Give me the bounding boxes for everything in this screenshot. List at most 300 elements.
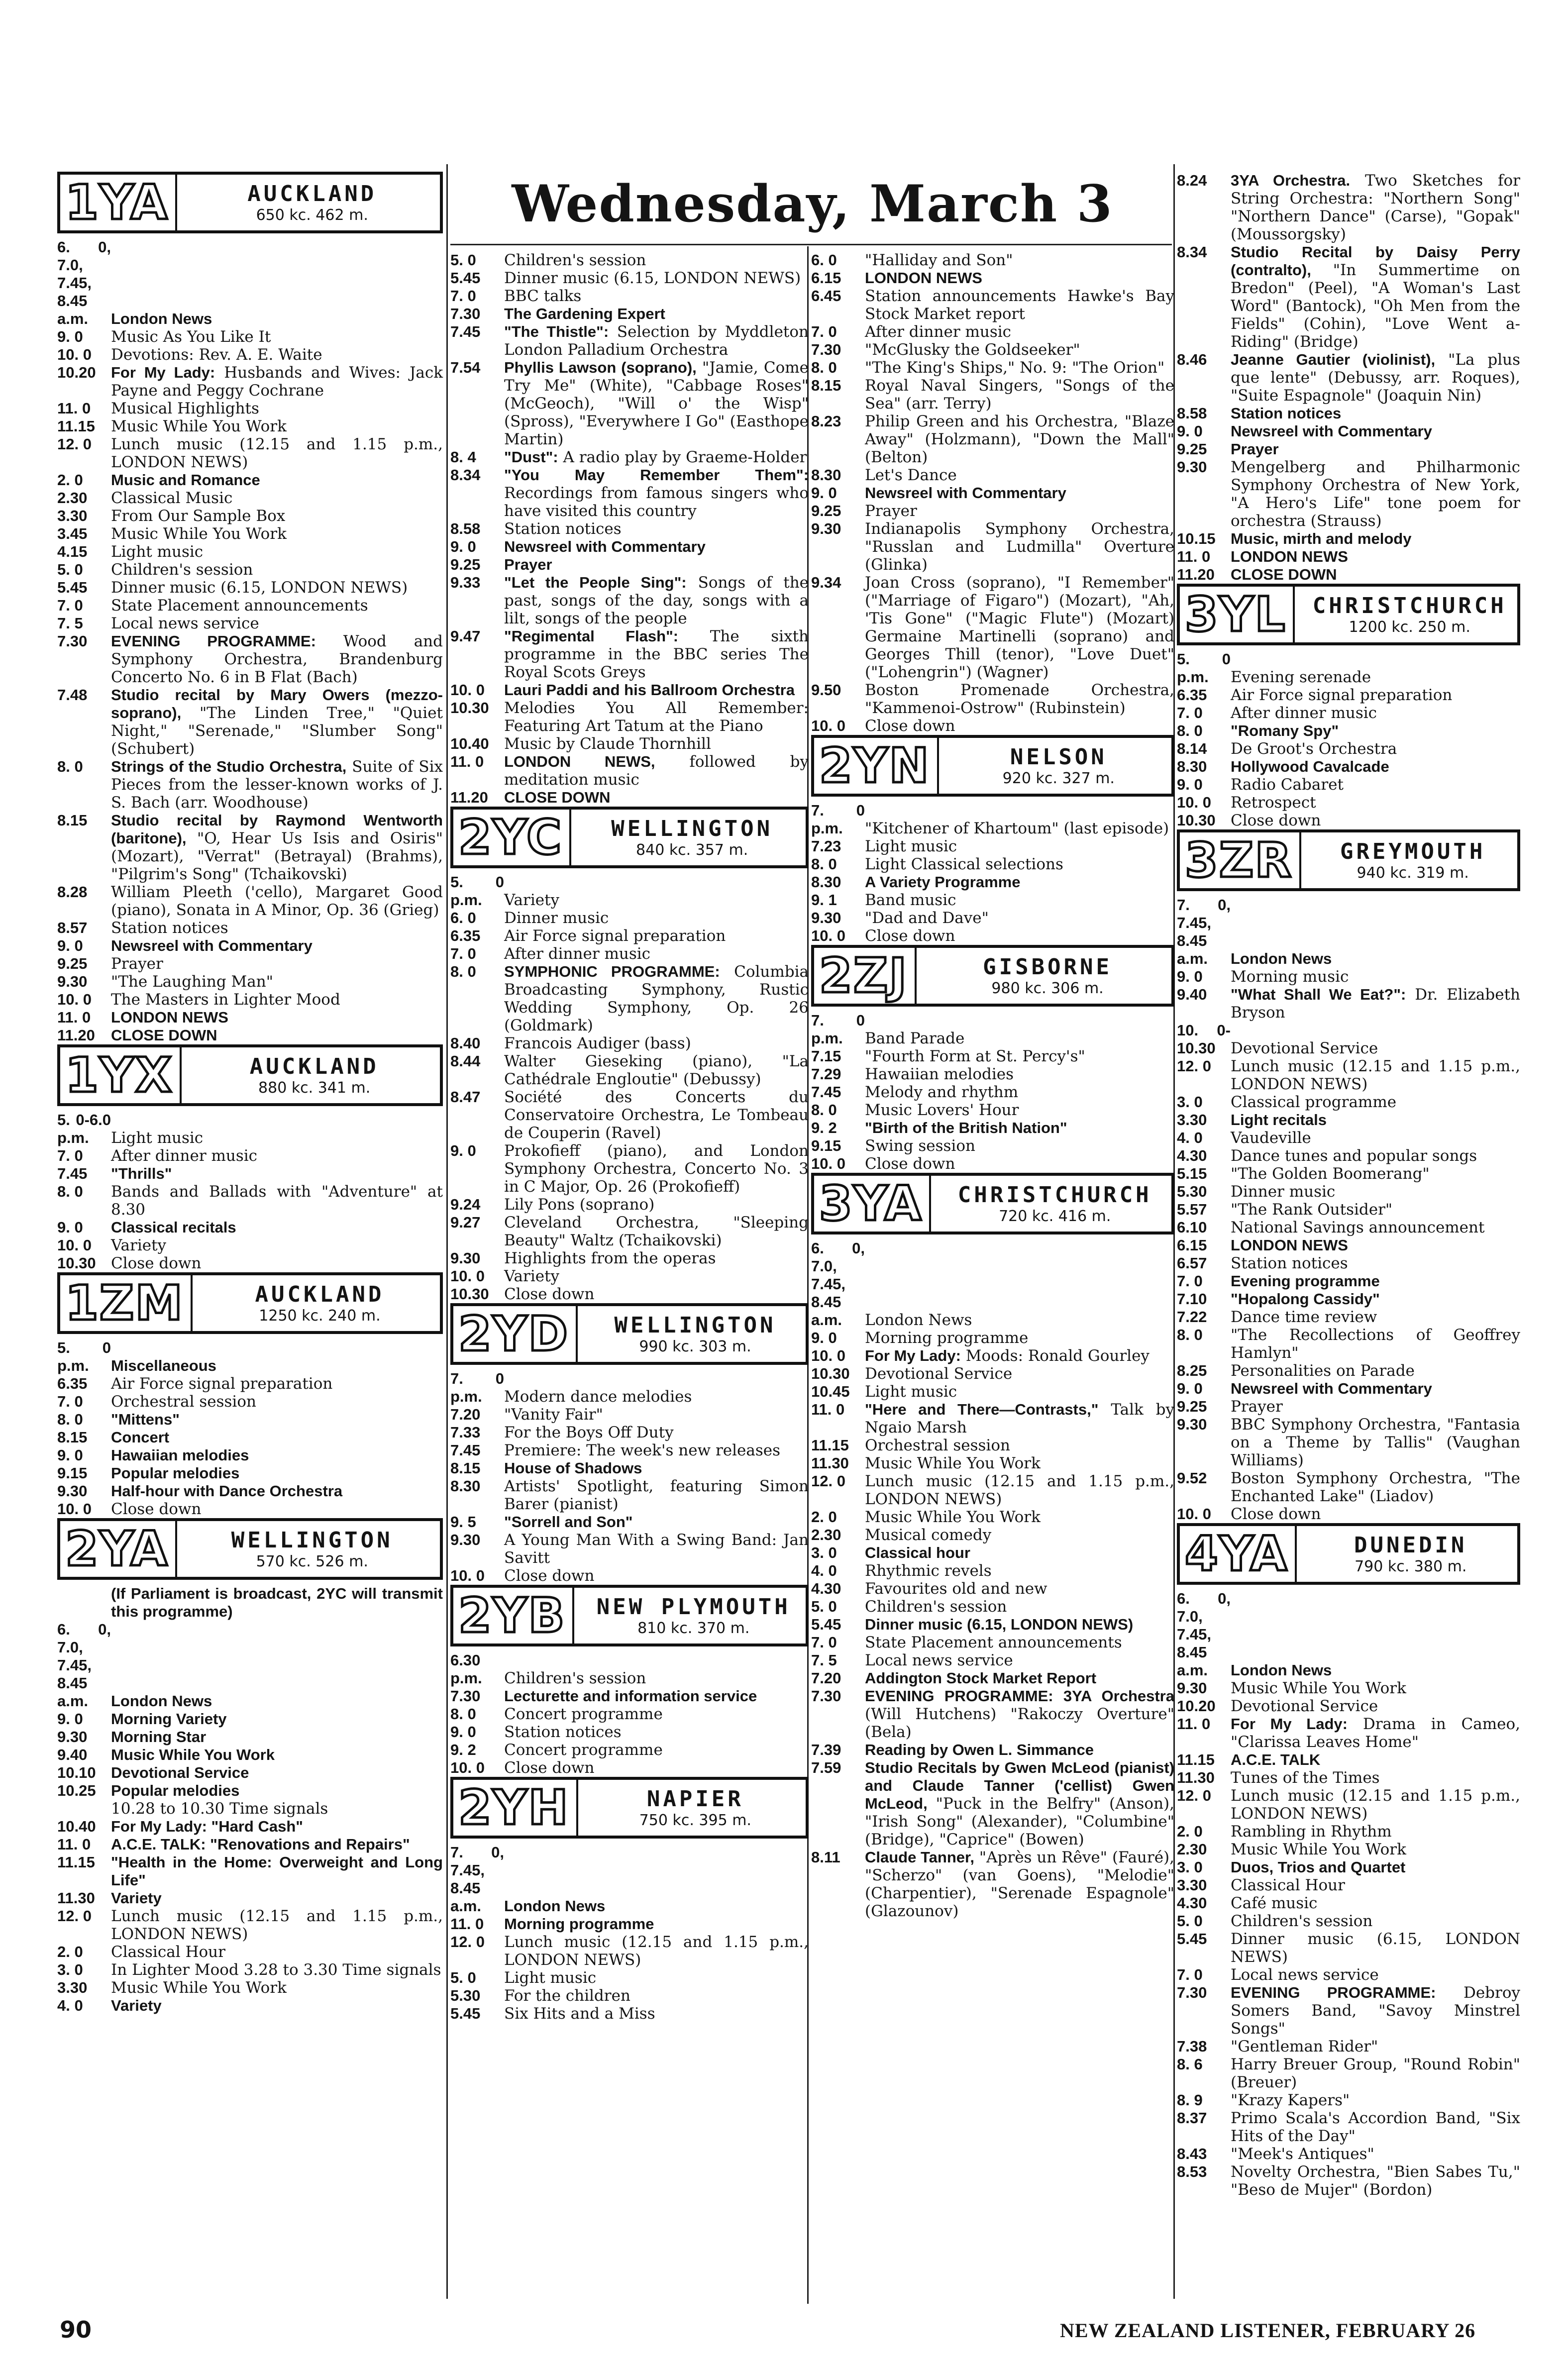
programme-entry: [1177, 1787, 1520, 1823]
entry-text: Close down: [111, 1254, 202, 1272]
programme-entry: [57, 471, 443, 489]
station-header: [57, 172, 443, 233]
entry-text: Musical comedy: [865, 1526, 992, 1544]
entry-text: After dinner music: [504, 945, 651, 963]
entry-text: Close down: [865, 927, 955, 945]
entry-text: Dinner music: [1231, 1183, 1336, 1201]
entry-time: 9. 0: [57, 1710, 83, 1728]
entry-time: 7. 0: [1177, 1272, 1203, 1290]
programme-entry: [811, 1401, 1174, 1437]
station-name: NAPIER: [646, 1786, 744, 1812]
programme-entry: [811, 287, 1174, 323]
entry-time: 5. 0: [811, 1598, 837, 1615]
programme-entry: [450, 1915, 809, 1933]
entry-text: Rhythmic revels: [865, 1562, 992, 1580]
programme-entry: [1177, 812, 1520, 829]
entry-title: Hawaiian melodies: [111, 1446, 249, 1464]
entry-time: 9. 0: [57, 328, 83, 345]
station-header: [1177, 584, 1520, 645]
programme-entry: [811, 1239, 1174, 1329]
entry-text: After dinner music: [111, 1147, 258, 1165]
programme-entry: [811, 323, 1174, 341]
programme-entry: [450, 1844, 809, 1915]
station-frequency: 880 kc. 341 m.: [258, 1079, 371, 1097]
station-info: [182, 1047, 440, 1103]
programme-entry: [57, 937, 443, 955]
programme-entry: [811, 681, 1174, 717]
entry-text: Musical Highlights: [111, 400, 259, 417]
entry-text: Dinner music (6.15, LONDON NEWS): [1231, 1930, 1520, 1966]
entry-text: Light music: [504, 1969, 597, 1987]
entry-time: 11. 0: [450, 753, 484, 770]
programme-entry: [57, 1147, 443, 1165]
programme-entry: [57, 489, 443, 507]
entry-time: 6.15: [1177, 1236, 1207, 1254]
programme-entry: [1177, 1769, 1520, 1787]
programme-entry: [57, 1339, 443, 1375]
programme-entry: [1177, 1362, 1520, 1380]
entry-text: Station notices: [111, 919, 228, 937]
entry-text: Prayer: [1231, 1398, 1283, 1416]
entry-text: Société des Concerts du Conservatoire Orchestra, Le Tombeau de Couperin (Ravel): [504, 1088, 809, 1142]
station-info: [1297, 1526, 1517, 1582]
programme-entry: [57, 328, 443, 346]
entry-text: Selection by Myddleton London Palladium Orchestra: [504, 323, 809, 359]
entry-title: Newsreel with Commentary: [865, 484, 1066, 502]
entry-time: 7.38: [1177, 2038, 1207, 2055]
entry-text: Highlights from the operas: [504, 1249, 716, 1267]
entry-time: 9.30: [57, 973, 88, 990]
station-frequency: 750 kc. 395 m.: [639, 1812, 751, 1829]
entry-text: Mengelberg and Philharmonic Symphony Orchestra of New York, "A Hero's Life" tone poem for orchestra (Strauss): [1231, 458, 1520, 530]
entry-time: 9.30: [57, 1482, 88, 1500]
programme-entry: [450, 466, 809, 520]
entry-title: Lecturette and information service: [504, 1687, 757, 1705]
programme-entry: [1177, 1751, 1520, 1769]
station-frequency: 570 kc. 526 m.: [256, 1553, 368, 1570]
entry-time: 11. 0: [57, 400, 91, 417]
entry-text: Drama in Cameo, "Clarissa Leaves Home": [1231, 1715, 1520, 1751]
entry-time: 10. 0: [57, 1236, 92, 1254]
programme-entry: [1177, 351, 1520, 405]
entry-title: Newsreel with Commentary: [504, 538, 706, 555]
programme-entry: [1177, 548, 1520, 566]
programme-entry: [811, 377, 1174, 412]
entry-text: Close down: [865, 717, 955, 735]
programme-entry: [811, 1616, 1174, 1634]
programme-entry: [1177, 1469, 1520, 1505]
entry-text: Lunch music (12.15 and 1.15 p.m., LONDON NEWS): [504, 1933, 809, 1969]
entry-time: 9.27: [450, 1214, 481, 1231]
entry-time: 9.30: [811, 909, 841, 926]
entry-time: 8. 0: [1177, 1326, 1203, 1343]
entry-title: Miscellaneous: [111, 1357, 216, 1374]
programme-entry: [811, 412, 1174, 466]
column-rule: [446, 164, 448, 2299]
entry-title: Classical hour: [865, 1544, 970, 1561]
entry-title: LONDON NEWS: [865, 269, 982, 287]
entry-time: 8.43: [1177, 2145, 1207, 2162]
programme-entry: [811, 269, 1174, 287]
programme-entry: [450, 1723, 809, 1741]
entry-text: "Halliday and Son": [865, 251, 1013, 269]
station-header: [450, 807, 809, 868]
programme-entry: [1177, 1201, 1520, 1219]
programme-entry: [450, 945, 809, 963]
programme-entry: [450, 1249, 809, 1267]
station-call-sign: 3ZR: [1180, 832, 1301, 888]
entry-title: Station notices: [1231, 405, 1342, 422]
entry-time: 8. 0: [57, 1411, 83, 1428]
entry-text: Six Hits and a Miss: [504, 2005, 655, 2023]
programme-entry: [57, 1764, 443, 1782]
programme-entry: [811, 1101, 1174, 1119]
programme-entry: [1177, 1236, 1520, 1254]
programme-entry: [57, 1836, 443, 1853]
entry-text: Station notices: [504, 1723, 622, 1741]
entry-text: Station notices: [504, 520, 622, 538]
station-header: [57, 1518, 443, 1580]
entry-time: 7. 0 p.m.: [450, 1370, 504, 1405]
entry-time: 7.23: [811, 837, 841, 855]
entry-title: "Mittens": [111, 1411, 180, 1428]
entry-text: Walter Gieseking (piano), "La Cathédrale Engloutie" (Debussy): [504, 1052, 809, 1088]
programme-entry: [450, 627, 809, 681]
entry-text: Children's session: [111, 561, 253, 579]
entry-title: Morning Variety: [111, 1710, 227, 1728]
station-info: [578, 1306, 806, 1362]
programme-entry: [811, 1651, 1174, 1669]
programme-entry: [57, 1621, 443, 1710]
entry-title: "Thrills": [111, 1165, 172, 1182]
programme-entry: [1177, 1416, 1520, 1469]
entry-time: 10. 0: [1177, 794, 1211, 811]
programme-entry: [57, 1009, 443, 1027]
station-header: [450, 1303, 809, 1365]
station-frequency: 810 kc. 370 m.: [637, 1620, 750, 1637]
station-call-sign: 1YA: [60, 175, 177, 230]
programme-entry: [811, 1437, 1174, 1454]
station-call-sign: 3YA: [814, 1176, 931, 1232]
entry-time: 7. 5: [57, 615, 83, 632]
programme-entry: [450, 1424, 809, 1441]
entry-time: 12. 0: [1177, 1787, 1211, 1804]
entry-title: Music and Romance: [111, 471, 260, 489]
entry-title: Light recitals: [1231, 1111, 1327, 1129]
entry-time: 10.20: [1177, 1697, 1216, 1715]
entry-title: A.C.E. TALK: "Renovations and Repairs": [111, 1836, 410, 1853]
programme-entry: [1177, 1380, 1520, 1398]
entry-text: "Vanity Fair": [504, 1406, 603, 1424]
entry-time: 11. 0: [1177, 548, 1211, 565]
programme-entry: [57, 1782, 443, 1800]
entry-text: Personalities on Parade: [1231, 1362, 1415, 1380]
entry-text: "La plus que lente" (Debussy, arr. Roques), "Suite Espagnole" (Joaquin Nin): [1231, 351, 1520, 405]
programme-entry: [1177, 704, 1520, 722]
entry-time: 7.20: [450, 1406, 481, 1423]
entry-text: "The Recollections of Geoffrey Hamlyn": [1231, 1326, 1520, 1362]
entry-text: Cleveland Orchestra, "Sleeping Beauty" Waltz (Tchaikovski): [504, 1214, 809, 1249]
entry-text: BBC talks: [504, 287, 582, 305]
programme-entry: [57, 973, 443, 991]
entry-title: Newsreel with Commentary: [1231, 1380, 1432, 1397]
entry-time: 12. 0: [1177, 1057, 1211, 1075]
entry-time: 12. 0: [57, 1907, 92, 1925]
entry-text: Station announcements Hawke's Bay Stock Market report: [865, 287, 1174, 323]
entry-time: 9. 2: [450, 1741, 476, 1758]
entry-time: 5. 0: [450, 251, 476, 269]
programme-entry: [811, 1065, 1174, 1083]
entry-text: A Young Man With a Swing Band: Jan Savitt: [504, 1531, 809, 1567]
station-header: [450, 1585, 809, 1646]
station-call-sign: 3YL: [1180, 587, 1295, 642]
programme-entry: [811, 1383, 1174, 1401]
entry-time: 9. 0: [1177, 968, 1203, 985]
entry-title: Studio recital by Mary Owers (mezzo-soprano),: [111, 686, 443, 721]
programme-entry: [57, 346, 443, 364]
entry-text: Lily Pons (soprano): [504, 1196, 655, 1214]
entry-time: 8.23: [811, 412, 841, 430]
entry-time: 7. 0 p.m.: [811, 802, 865, 837]
station-call-sign: 2YA: [60, 1521, 177, 1577]
entry-time: 2. 0: [1177, 1823, 1203, 1840]
entry-time: 7.30: [811, 1687, 841, 1705]
station-frequency: 990 kc. 303 m.: [639, 1338, 751, 1355]
entry-time: 4.30: [811, 1580, 841, 1597]
entry-title: Prayer: [504, 556, 552, 573]
entry-time: 7. 0: [57, 1393, 83, 1410]
station-info: [917, 948, 1171, 1004]
entry-time: 8.15: [57, 1429, 88, 1446]
programme-entry: [811, 466, 1174, 484]
station-frequency: 650 kc. 462 m.: [256, 206, 368, 224]
entry-time: 8. 9: [1177, 2091, 1203, 2109]
entry-text: In Lighter Mood 3.28 to 3.30 Time signals: [111, 1961, 441, 1979]
entry-time: 8.44: [450, 1052, 481, 1070]
entry-text: Evening serenade: [1231, 668, 1371, 686]
programme-entry: [811, 909, 1174, 927]
entry-time: 5.30: [450, 1987, 481, 2004]
entry-time: 8.24: [1177, 172, 1207, 189]
programme-entry: [1177, 1876, 1520, 1894]
station-name: AUCKLAND: [247, 181, 377, 206]
programme-entry: [811, 359, 1174, 377]
entry-time: 11.20: [450, 789, 488, 806]
entry-title: A Variety Programme: [865, 873, 1021, 891]
entry-text: "Krazy Kapers": [1231, 2091, 1350, 2109]
entry-text: Modern dance melodies: [504, 1388, 692, 1406]
entry-time: 10. 0: [811, 927, 845, 944]
entry-text: For the children: [504, 1987, 630, 2005]
programme-entry: [1177, 566, 1520, 584]
entry-text: Children's session: [504, 1669, 646, 1687]
entry-text: Dinner music (6.15, LONDON NEWS): [504, 269, 801, 287]
station-info: [571, 810, 806, 865]
programme-entry: [1177, 1093, 1520, 1111]
entry-time: 7.59: [811, 1759, 841, 1776]
entry-time: 11. 0: [1177, 1715, 1211, 1733]
entry-title: "Birth of the British Nation": [865, 1119, 1067, 1136]
programme-entry: [811, 1047, 1174, 1065]
entry-time: 8. 6: [1177, 2055, 1203, 2073]
entry-time: 8.15: [57, 812, 88, 829]
station-name: NELSON: [1010, 744, 1107, 770]
station-call-sign: 2YN: [814, 738, 939, 794]
programme-entry: [1177, 968, 1520, 986]
entry-time: 5.45: [450, 2005, 481, 2022]
entry-text: Close down: [111, 1500, 202, 1518]
entry-text: "Dad and Dave": [865, 909, 989, 927]
entry-time: 7.20: [811, 1669, 841, 1687]
entry-text: Lunch music (12.15 and 1.15 p.m., LONDON NEWS): [111, 1907, 443, 1943]
entry-time: 8.28: [57, 883, 88, 901]
entry-time: 8. 4: [450, 448, 476, 466]
entry-time: 11.15: [811, 1437, 849, 1454]
programme-entry: [1177, 986, 1520, 1022]
entry-title: "Romany Spy": [1231, 722, 1339, 739]
entry-time: 7.30: [450, 305, 481, 322]
programme-entry: [450, 1441, 809, 1459]
programme-entry: [450, 909, 809, 927]
programme-entry: [450, 1651, 809, 1687]
entry-time: 3.30: [57, 1979, 88, 1996]
entry-text: Music While You Work: [865, 1454, 1041, 1472]
entry-text: Favourites old and new: [865, 1580, 1047, 1598]
entry-time: 4.15: [57, 543, 88, 560]
programme-entry: [450, 323, 809, 359]
entry-time: 9. 0: [1177, 1380, 1203, 1397]
entry-title: "Hopalong Cassidy": [1231, 1290, 1380, 1308]
entry-text: Band Parade: [865, 1029, 965, 1047]
programme-entry: [811, 1329, 1174, 1347]
programme-entry: [1177, 722, 1520, 740]
entry-title: "Sorrell and Son": [504, 1513, 633, 1531]
programme-entry: [57, 919, 443, 937]
programme-entry: [1177, 896, 1520, 968]
entry-text: "Après un Rêve" (Fauré), "Scherzo" (van Goens), "Melodie" (Charpentier), "Serenade Espagnole" (Glazounov): [865, 1848, 1175, 1920]
entry-text: Melody and rhythm: [865, 1083, 1019, 1101]
programme-entry: [811, 1137, 1174, 1155]
entry-text: Wood and Symphony Orchestra, Brandenburg Concerto No. 6 in B Flat (Bach): [111, 632, 443, 686]
listing-column-1: [57, 172, 443, 2015]
programme-entry: [811, 1544, 1174, 1562]
station-info: [574, 1588, 806, 1643]
entry-time: 8.30: [811, 466, 841, 484]
entry-time: 4. 0: [1177, 1129, 1203, 1146]
entry-time: 8. 0: [450, 1705, 476, 1723]
entry-text: Music by Claude Thornhill: [504, 735, 711, 753]
entry-title: London News: [111, 310, 212, 327]
entry-text: Vaudeville: [1231, 1129, 1311, 1147]
entry-text: Lunch music (12.15 and 1.15 p.m., LONDON NEWS): [111, 435, 443, 471]
programme-entry: [1177, 440, 1520, 458]
programme-entry: [450, 1034, 809, 1052]
entry-time: 5.15: [1177, 1165, 1207, 1182]
entry-time: 10.30: [1177, 812, 1216, 829]
entry-time: 5.45: [57, 579, 88, 596]
station-info: [1295, 587, 1517, 642]
programme-entry: [811, 855, 1174, 873]
programme-entry: [450, 963, 809, 1034]
entry-text: Local news service: [111, 615, 259, 632]
entry-time: 9. 0: [450, 538, 476, 555]
entry-title: Dinner music (6.15, LONDON NEWS): [865, 1616, 1134, 1633]
entry-time: 3.45: [57, 525, 88, 542]
entry-time: 7. 0: [1177, 704, 1203, 721]
entry-time: 2.30: [1177, 1841, 1207, 1858]
programme-entry: [811, 520, 1174, 574]
programme-entry: [1177, 740, 1520, 758]
entry-time: 8. 0: [1177, 722, 1203, 739]
entry-title: CLOSE DOWN: [1231, 566, 1337, 583]
programme-entry: [450, 1741, 809, 1759]
entry-time: 7.33: [450, 1424, 481, 1441]
entry-time: 9.15: [811, 1137, 841, 1154]
entry-time: 9.30: [1177, 1679, 1207, 1697]
entry-title: For My Lady:: [111, 364, 215, 381]
entry-time: 5.57: [1177, 1201, 1207, 1218]
station-call-sign: 1ZM: [60, 1275, 193, 1331]
programme-entry: [57, 1236, 443, 1254]
entry-time: 9. 0: [811, 1329, 837, 1346]
programme-entry: [450, 1987, 809, 2005]
programme-entry: [450, 287, 809, 305]
station-info: [578, 1780, 806, 1836]
entry-time: 5. 0 p.m.: [1177, 650, 1231, 686]
entry-text: Classical Hour: [111, 1943, 225, 1961]
programme-entry: [57, 1907, 443, 1943]
station-info: [1301, 832, 1517, 888]
entry-text: Close down: [865, 1155, 955, 1173]
programme-entry: [811, 1454, 1174, 1472]
entry-time: 8.30: [1177, 758, 1207, 775]
entry-title: Studio Recital by Daisy Perry (contralto),: [1231, 243, 1520, 279]
entry-text: Close down: [1231, 1505, 1321, 1523]
entry-time: 8.57: [57, 919, 88, 936]
entry-time: 2. 0: [57, 471, 83, 489]
entry-time: 5. 0: [1177, 1912, 1203, 1930]
entry-title: Music While You Work: [111, 1746, 275, 1763]
station-name: AUCKLAND: [255, 1282, 385, 1307]
entry-text: Variety: [504, 891, 560, 909]
entry-time: 9. 0: [450, 1723, 476, 1741]
programme-entry: [450, 789, 809, 807]
entry-time: 3. 0: [811, 1544, 837, 1561]
entry-time: 8. 0: [450, 963, 476, 980]
station-frequency: 840 kc. 357 m.: [636, 841, 748, 859]
entry-title: Strings of the Studio Orchestra,: [111, 758, 347, 775]
programme-entry: [450, 520, 809, 538]
programme-entry: [57, 1500, 443, 1518]
entry-time: 8.34: [450, 466, 481, 484]
programme-entry: [1177, 1894, 1520, 1912]
programme-entry: [811, 891, 1174, 909]
programme-entry: [1177, 1679, 1520, 1697]
entry-time: 6. 0: [811, 251, 837, 269]
programme-entry: [1177, 1841, 1520, 1858]
programme-entry: [811, 1759, 1174, 1848]
entry-time: 9.33: [450, 574, 481, 591]
station-name: WELLINGTON: [231, 1528, 393, 1553]
programme-entry: [811, 251, 1174, 269]
programme-entry: [811, 1365, 1174, 1383]
entry-time: 9. 1: [811, 891, 837, 909]
programme-entry: [450, 753, 809, 789]
entry-title: A.C.E. TALK: [1231, 1751, 1321, 1768]
entry-time: 9. 0: [57, 1219, 83, 1236]
entry-title: CLOSE DOWN: [111, 1027, 217, 1044]
programme-entry: [450, 873, 809, 909]
